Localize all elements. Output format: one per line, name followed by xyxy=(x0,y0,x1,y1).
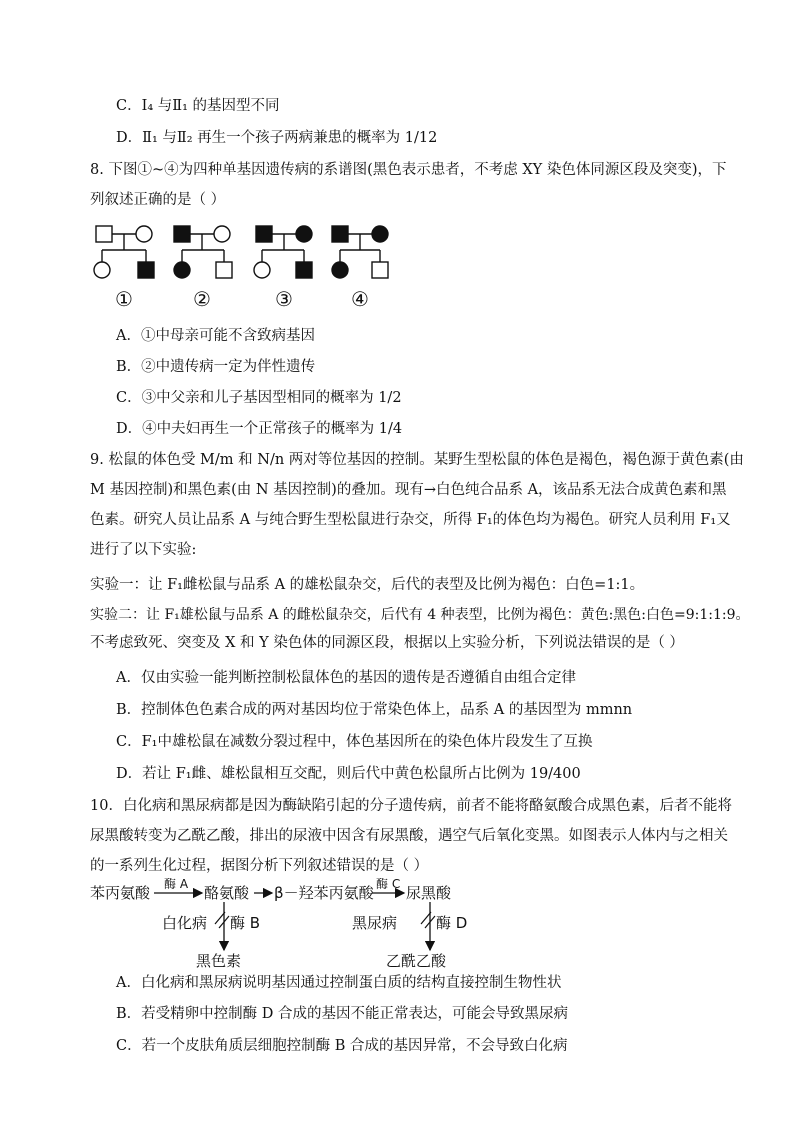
q9-experiment-1: 实验一：让 F₁雌松鼠与品系 A 的雄松鼠杂交，后代的表型及比例为褐色：白色=1:1。 xyxy=(90,577,645,593)
q8-stem-line1: 8. 下图①~④为四种单基因遗传病的系谱图(黑色表示患者，不考虑 XY 染色体同源区段及突变)，下 xyxy=(90,162,727,178)
q9-option-d: D．若让 F₁雌、雄松鼠相互交配，则后代中黄色松鼠所占比例为 19/400 xyxy=(116,766,581,782)
q9-stem-line3: 色素。研究人员让品系 A 与纯合野生型松鼠进行杂交，所得 F₁的体色均为褐色。研究人员利用 F₁又 xyxy=(90,512,731,528)
pedigree-label-1: ① xyxy=(115,287,133,310)
pedigree-2 xyxy=(174,226,232,278)
q9-option-b: B．控制体色色素合成的两对基因均位于常染色体上，品系 A 的基因型为 mmnn xyxy=(116,702,633,718)
q10-stem-line1: 10．白化病和黑尿病都是因为酶缺陷引起的分子遗传病，前者不能将酪氨酸合成黑色素，后者不能将 xyxy=(90,798,732,814)
q10-option-a: A．白化病和黑尿病说明基因通过控制蛋白质的结构直接控制生物性状 xyxy=(116,975,562,991)
q9-stem-line4: 进行了以下实验: xyxy=(90,542,197,558)
q9-option-a: A．仅由实验一能判断控制松鼠体色的基因的遗传是否遵循自由组合定律 xyxy=(116,670,576,686)
enzyme-c-label: 酶 C xyxy=(376,878,401,891)
homogentisic-acid-label: 尿黑酸 xyxy=(406,884,452,902)
acetoacetate-label: 乙酰乙酸 xyxy=(386,952,447,970)
q9-experiment-3: 不考虑致死、突变及 X 和 Y 染色体的同源区段，根据以上实验分析，下列说法错误的是（ ） xyxy=(90,635,684,651)
tyrosine-label: 酪氨酸 xyxy=(204,884,250,902)
q8-option-c: C．③中父亲和儿子基因型相同的概率为 1/2 xyxy=(116,390,402,406)
phenylalanine-label: 苯丙氨酸 xyxy=(90,884,151,902)
pedigree-4 xyxy=(332,226,388,278)
q7-option-d: D．Ⅱ₁ 与Ⅱ₂ 再生一个孩子两病兼患的概率为 1/12 xyxy=(116,130,438,146)
q10-option-b: B．若受精卵中控制酶 D 合成的基因不能正常表达，可能会导致黑尿病 xyxy=(116,1006,568,1022)
q10-stem-line2: 尿黑酸转变为乙酰乙酸，排出的尿液中因含有尿黑酸，遇空气后氧化变黑。如图表示人体内与之相关 xyxy=(90,828,728,844)
q9-experiment-2: 实验二：让 F₁雄松鼠与品系 A 的雌松鼠杂交，后代有 4 种表型，比例为褐色：黄色:黑色:白色=9:1:1:9。 xyxy=(90,607,750,623)
q8-option-a: A．①中母亲可能不含致病基因 xyxy=(116,328,315,344)
q8-stem-line2: 列叙述正确的是（ ） xyxy=(90,192,226,208)
enzyme-d-label: 酶 D xyxy=(436,914,468,932)
melanin-label: 黑色素 xyxy=(196,952,242,970)
albinism-label: 白化病 xyxy=(162,914,208,932)
pedigree-label-3: ③ xyxy=(275,287,293,310)
pedigree-1 xyxy=(94,226,154,278)
q8-option-b: B．②中遗传病一定为伴性遗传 xyxy=(116,359,316,375)
pedigree-charts xyxy=(90,218,400,310)
enzyme-b-label: 酶 B xyxy=(230,914,261,932)
metabolic-pathway-diagram xyxy=(90,878,470,970)
q10-stem-line3: 的一系列生化过程，据图分析下列叙述错误的是（ ） xyxy=(90,858,429,874)
enzyme-a-label: 酶 A xyxy=(164,878,189,891)
pedigree-label-2: ② xyxy=(193,287,211,310)
q8-option-d: D．④中夫妇再生一个正常孩子的概率为 1/4 xyxy=(116,421,403,437)
q9-stem-line2: M 基因控制)和黑色素(由 N 基因控制)的叠加。现有→白色纯合品系 A，该品系无法合成黄色素和黑 xyxy=(90,482,727,498)
q7-option-c: C．I₄ 与Ⅱ₁ 的基因型不同 xyxy=(116,98,280,114)
pedigree-3 xyxy=(254,226,312,278)
alkaptonuria-label: 黑尿病 xyxy=(352,914,398,932)
hydroxyphenyl-label: β－羟苯丙氨酸 xyxy=(274,884,374,902)
q9-option-c: C．F₁中雄松鼠在减数分裂过程中，体色基因所在的染色体片段发生了互换 xyxy=(116,734,593,750)
q9-stem-line1: 9. 松鼠的体色受 M/m 和 N/n 两对等位基因的控制。某野生型松鼠的体色是褐色，褐色源于黄色素(由 xyxy=(90,452,744,468)
pedigree-label-4: ④ xyxy=(351,287,369,310)
q10-option-c: C．若一个皮肤角质层细胞控制酶 B 合成的基因异常，不会导致白化病 xyxy=(116,1038,568,1054)
